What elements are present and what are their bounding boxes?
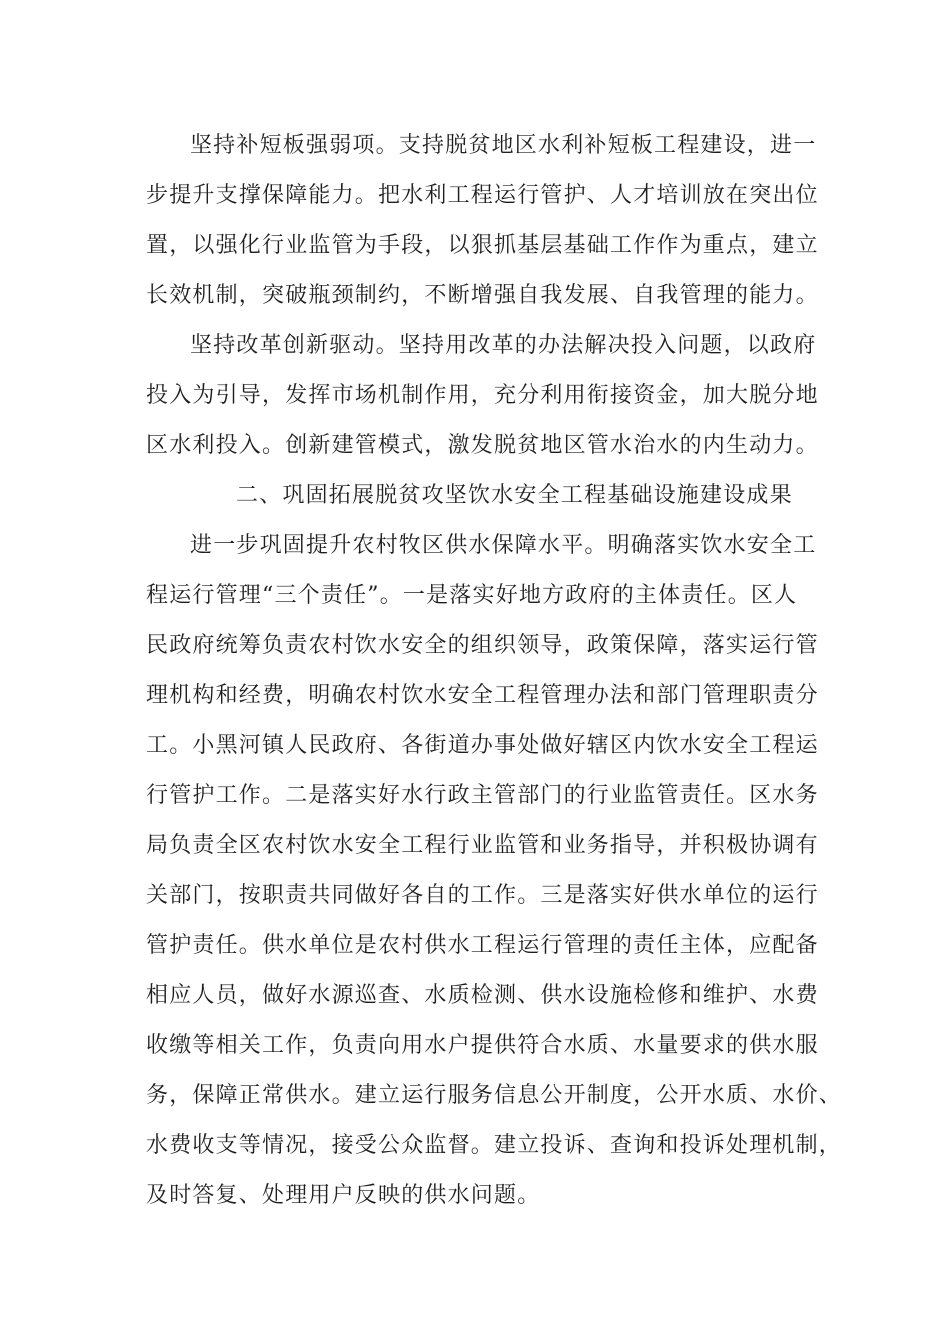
- paragraph-2-line-3: 区水利投入。创新建管模式，激发脱贫地区管水治水的内生动力。: [146, 433, 819, 458]
- paragraph-3-line-9: 管护责任。供水单位是农村供水工程运行管理的责任主体，应配备: [146, 933, 819, 958]
- paragraph-3-line-3: 民政府统筹负责农村饮水安全的组织领导，政策保障，落实运行管: [146, 633, 819, 658]
- paragraph-3-line-1: 进一步巩固提升农村牧区供水保障水平。明确落实饮水安全工: [190, 533, 817, 558]
- paragraph-1-line-2: 步提升支撑保障能力。把水利工程运行管护、人才培训放在突出位: [146, 183, 819, 208]
- paragraph-3-line-7: 局负责全区农村饮水安全工程行业监管和业务指导，并积极协调有: [146, 833, 819, 858]
- section-heading: 二、巩固拓展脱贫攻坚饮水安全工程基础设施建设成果: [236, 483, 793, 508]
- paragraph-3-line-14: 及时答复、处理用户反映的供水问题。: [146, 1183, 541, 1208]
- paragraph-3-line-8: 关部门，按职责共同做好各自的工作。三是落实好供水单位的运行: [146, 883, 819, 908]
- paragraph-1-line-4: 长效机制，突破瓶颈制约，不断增强自我发展、自我管理的能力。: [146, 283, 819, 308]
- paragraph-1-line-1: 坚持补短板强弱项。支持脱贫地区水利补短板工程建设，进一: [190, 133, 817, 158]
- paragraph-3-line-12: 务，保障正常供水。建立运行服务信息公开制度，公开水质、水价、: [146, 1083, 843, 1108]
- paragraph-3-line-6: 行管护工作。二是落实好水行政主管部门的行业监管责任。区水务: [146, 783, 819, 808]
- paragraph-3-line-4: 理机构和经费，明确农村饮水安全工程管理办法和部门管理职责分: [146, 683, 819, 708]
- paragraph-2-line-1: 坚持改革创新驱动。坚持用改革的办法解决投入问题，以政府: [190, 333, 817, 358]
- paragraph-3-line-11: 收缴等相关工作，负责向用水户提供符合水质、水量要求的供水服: [146, 1033, 819, 1058]
- paragraph-3-line-10: 相应人员，做好水源巡查、水质检测、供水设施检修和维护、水费: [146, 983, 819, 1008]
- paragraph-3-line-2: 程运行管理“三个责任”。一是落实好地方政府的主体责任。区人: [146, 583, 798, 608]
- paragraph-2-line-2: 投入为引导，发挥市场机制作用，充分利用衔接资金，加大脱分地: [146, 383, 819, 408]
- paragraph-3-line-13: 水费收支等情况，接受公众监督。建立投诉、查询和投诉处理机制，: [146, 1133, 843, 1158]
- paragraph-3-line-5: 工。小黑河镇人民政府、各街道办事处做好辖区内饮水安全工程运: [146, 733, 819, 758]
- paragraph-1-line-3: 置，以强化行业监管为手段，以狠抓基层基础工作作为重点，建立: [146, 233, 819, 258]
